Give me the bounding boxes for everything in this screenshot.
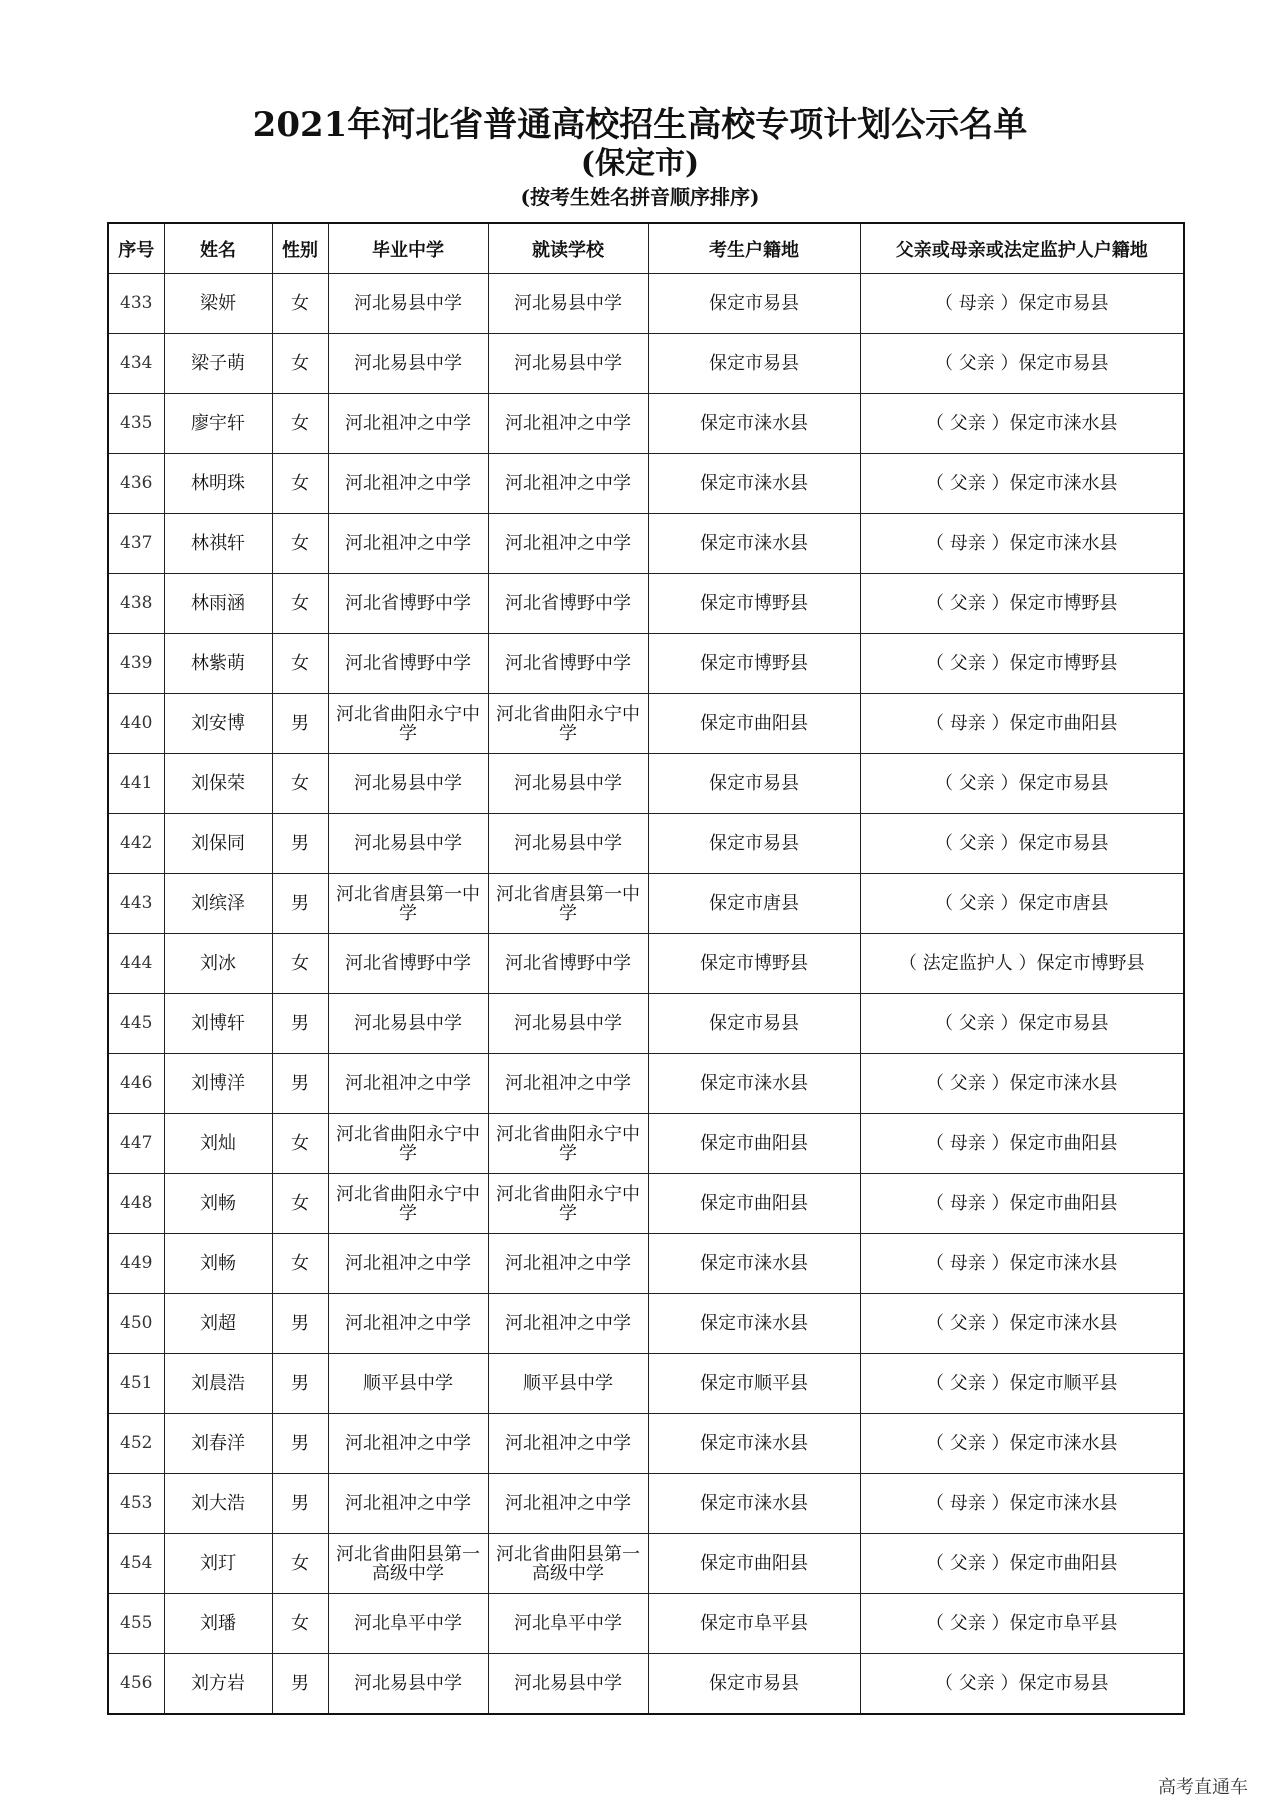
cell-graduated-school: 河北省曲阳县第一高级中学 [328,1534,488,1594]
cell-student-residence: 保定市涞水县 [648,1474,860,1534]
table-row [108,1354,1184,1414]
cell-guardian-residence: （ 父亲 ）保定市顺平县 [860,1354,1184,1414]
cell-name: 刘大浩 [164,1474,272,1534]
cell-name: 刘博轩 [164,994,272,1054]
cell-index: 456 [108,1654,164,1715]
cell-gender: 女 [272,574,328,634]
cell-index: 447 [108,1114,164,1174]
cell-graduated-school: 河北省博野中学 [328,574,488,634]
column-header-name: 姓名 [164,223,272,274]
table-row [108,1414,1184,1474]
cell-name: 刘畅 [164,1234,272,1294]
cell-guardian-residence: （ 父亲 ）保定市涞水县 [860,1054,1184,1114]
cell-name: 刘安博 [164,694,272,754]
table-row [108,1114,1184,1174]
cell-gender: 女 [272,274,328,334]
cell-index: 444 [108,934,164,994]
cell-gender: 男 [272,1354,328,1414]
cell-gender: 女 [272,1234,328,1294]
cell-graduated-school: 河北阜平中学 [328,1594,488,1654]
cell-graduated-school: 河北省曲阳永宁中学 [328,1174,488,1234]
cell-student-residence: 保定市涞水县 [648,1234,860,1294]
cell-name: 廖宇轩 [164,394,272,454]
table-row [108,1174,1184,1234]
cell-current-school: 河北省博野中学 [488,634,648,694]
table-row [108,514,1184,574]
cell-name: 刘博洋 [164,1054,272,1114]
cell-name: 林明珠 [164,454,272,514]
cell-index: 435 [108,394,164,454]
cell-student-residence: 保定市曲阳县 [648,1534,860,1594]
cell-guardian-residence: （ 父亲 ）保定市阜平县 [860,1594,1184,1654]
cell-student-residence: 保定市阜平县 [648,1594,860,1654]
table-row [108,874,1184,934]
cell-name: 刘畅 [164,1174,272,1234]
cell-guardian-residence: （ 母亲 ）保定市涞水县 [860,1234,1184,1294]
cell-guardian-residence: （ 母亲 ）保定市曲阳县 [860,1174,1184,1234]
cell-index: 440 [108,694,164,754]
cell-graduated-school: 河北易县中学 [328,1654,488,1715]
table-row [108,934,1184,994]
cell-student-residence: 保定市曲阳县 [648,1174,860,1234]
table-row [108,814,1184,874]
cell-index: 452 [108,1414,164,1474]
table-row [108,454,1184,514]
cell-guardian-residence: （ 父亲 ）保定市涞水县 [860,454,1184,514]
cell-index: 439 [108,634,164,694]
cell-name: 林紫萌 [164,634,272,694]
cell-index: 438 [108,574,164,634]
cell-index: 433 [108,274,164,334]
cell-current-school: 河北省曲阳永宁中学 [488,1114,648,1174]
cell-current-school: 河北祖冲之中学 [488,1294,648,1354]
cell-student-residence: 保定市易县 [648,334,860,394]
cell-graduated-school: 河北省曲阳永宁中学 [328,1114,488,1174]
cell-graduated-school: 河北祖冲之中学 [328,1054,488,1114]
cell-gender: 男 [272,1474,328,1534]
roster-body [108,274,1184,1715]
cell-gender: 男 [272,814,328,874]
cell-name: 刘玎 [164,1534,272,1594]
cell-guardian-residence: （ 父亲 ）保定市涞水县 [860,1414,1184,1474]
cell-student-residence: 保定市易县 [648,274,860,334]
cell-student-residence: 保定市涞水县 [648,1054,860,1114]
cell-current-school: 河北易县中学 [488,1654,648,1715]
cell-gender: 女 [272,1114,328,1174]
cell-current-school: 河北易县中学 [488,814,648,874]
cell-index: 436 [108,454,164,514]
cell-student-residence: 保定市唐县 [648,874,860,934]
table-row [108,1054,1184,1114]
cell-index: 442 [108,814,164,874]
cell-name: 刘缤泽 [164,874,272,934]
cell-current-school: 河北省博野中学 [488,934,648,994]
cell-name: 林祺轩 [164,514,272,574]
cell-current-school: 河北祖冲之中学 [488,454,648,514]
column-header-guardian-residence: 父亲或母亲或法定监护人户籍地 [860,223,1184,274]
column-header-current-school: 就读学校 [488,223,648,274]
table-row [108,1234,1184,1294]
cell-current-school: 顺平县中学 [488,1354,648,1414]
cell-current-school: 河北祖冲之中学 [488,1474,648,1534]
cell-student-residence: 保定市易县 [648,814,860,874]
cell-student-residence: 保定市曲阳县 [648,694,860,754]
table-row [108,1654,1184,1715]
cell-name: 刘方岩 [164,1654,272,1715]
cell-student-residence: 保定市博野县 [648,934,860,994]
table-row [108,634,1184,694]
table-row [108,334,1184,394]
cell-gender: 男 [272,874,328,934]
cell-graduated-school: 河北易县中学 [328,814,488,874]
cell-graduated-school: 河北易县中学 [328,274,488,334]
cell-gender: 男 [272,1414,328,1474]
cell-name: 刘灿 [164,1114,272,1174]
cell-guardian-residence: （ 母亲 ）保定市涞水县 [860,1474,1184,1534]
cell-student-residence: 保定市涞水县 [648,454,860,514]
cell-student-residence: 保定市易县 [648,994,860,1054]
cell-index: 445 [108,994,164,1054]
cell-current-school: 河北易县中学 [488,334,648,394]
cell-current-school: 河北易县中学 [488,754,648,814]
cell-name: 刘春洋 [164,1414,272,1474]
cell-gender: 女 [272,1534,328,1594]
cell-guardian-residence: （ 母亲 ）保定市易县 [860,274,1184,334]
cell-index: 443 [108,874,164,934]
cell-gender: 男 [272,994,328,1054]
cell-gender: 女 [272,1594,328,1654]
cell-gender: 男 [272,1294,328,1354]
cell-current-school: 河北祖冲之中学 [488,1054,648,1114]
cell-guardian-residence: （ 父亲 ）保定市易县 [860,334,1184,394]
cell-gender: 女 [272,754,328,814]
cell-guardian-residence: （ 父亲 ）保定市涞水县 [860,394,1184,454]
cell-student-residence: 保定市曲阳县 [648,1114,860,1174]
cell-graduated-school: 河北祖冲之中学 [328,454,488,514]
cell-current-school: 河北祖冲之中学 [488,394,648,454]
cell-index: 449 [108,1234,164,1294]
table-row [108,1594,1184,1654]
cell-gender: 男 [272,694,328,754]
cell-student-residence: 保定市博野县 [648,634,860,694]
cell-guardian-residence: （ 父亲 ）保定市博野县 [860,574,1184,634]
cell-name: 刘超 [164,1294,272,1354]
cell-student-residence: 保定市易县 [648,1654,860,1715]
cell-student-residence: 保定市易县 [648,754,860,814]
column-header-gender: 性别 [272,223,328,274]
page-subtitle: (保定市) [580,146,700,181]
cell-current-school: 河北易县中学 [488,274,648,334]
cell-guardian-residence: （ 法定监护人 ）保定市博野县 [860,934,1184,994]
cell-index: 454 [108,1534,164,1594]
table-row [108,574,1184,634]
cell-gender: 女 [272,1174,328,1234]
table-row [108,754,1184,814]
cell-gender: 女 [272,934,328,994]
cell-student-residence: 保定市涞水县 [648,394,860,454]
cell-current-school: 河北易县中学 [488,994,648,1054]
cell-student-residence: 保定市顺平县 [648,1354,860,1414]
cell-guardian-residence: （ 父亲 ）保定市易县 [860,754,1184,814]
sort-note: (按考生姓名拼音顺序排序) [520,185,760,209]
cell-name: 刘晨浩 [164,1354,272,1414]
table-row [108,274,1184,334]
cell-index: 434 [108,334,164,394]
cell-gender: 女 [272,394,328,454]
cell-name: 林雨涵 [164,574,272,634]
cell-guardian-residence: （ 母亲 ）保定市曲阳县 [860,694,1184,754]
cell-graduated-school: 顺平县中学 [328,1354,488,1414]
cell-guardian-residence: （ 父亲 ）保定市涞水县 [860,1294,1184,1354]
cell-current-school: 河北祖冲之中学 [488,514,648,574]
cell-index: 446 [108,1054,164,1114]
cell-graduated-school: 河北祖冲之中学 [328,1414,488,1474]
cell-graduated-school: 河北省曲阳永宁中学 [328,694,488,754]
cell-student-residence: 保定市涞水县 [648,1414,860,1474]
roster-table [107,222,1185,1715]
cell-guardian-residence: （ 父亲 ）保定市唐县 [860,874,1184,934]
cell-name: 梁妍 [164,274,272,334]
cell-guardian-residence: （ 父亲 ）保定市易县 [860,1654,1184,1715]
cell-guardian-residence: （ 父亲 ）保定市易县 [860,814,1184,874]
cell-graduated-school: 河北祖冲之中学 [328,394,488,454]
watermark: 高考直通车 [1158,1777,1248,1798]
cell-index: 450 [108,1294,164,1354]
cell-guardian-residence: （ 母亲 ）保定市涞水县 [860,514,1184,574]
cell-graduated-school: 河北易县中学 [328,754,488,814]
cell-current-school: 河北省曲阳永宁中学 [488,694,648,754]
table-row [108,1534,1184,1594]
cell-guardian-residence: （ 父亲 ）保定市博野县 [860,634,1184,694]
page-title: 2021年河北省普通高校招生高校专项计划公示名单 [252,105,1028,145]
cell-student-residence: 保定市涞水县 [648,514,860,574]
cell-current-school: 河北省曲阳县第一高级中学 [488,1534,648,1594]
cell-name: 刘璠 [164,1594,272,1654]
cell-current-school: 河北祖冲之中学 [488,1234,648,1294]
cell-gender: 女 [272,514,328,574]
cell-graduated-school: 河北祖冲之中学 [328,514,488,574]
cell-graduated-school: 河北省唐县第一中学 [328,874,488,934]
cell-student-residence: 保定市博野县 [648,574,860,634]
table-row [108,994,1184,1054]
cell-graduated-school: 河北祖冲之中学 [328,1474,488,1534]
cell-name: 梁子萌 [164,334,272,394]
cell-graduated-school: 河北祖冲之中学 [328,1294,488,1354]
cell-current-school: 河北省唐县第一中学 [488,874,648,934]
cell-graduated-school: 河北省博野中学 [328,634,488,694]
cell-gender: 女 [272,634,328,694]
cell-gender: 女 [272,334,328,394]
cell-index: 455 [108,1594,164,1654]
table-row [108,394,1184,454]
cell-index: 448 [108,1174,164,1234]
table-row [108,1294,1184,1354]
cell-graduated-school: 河北易县中学 [328,994,488,1054]
cell-name: 刘冰 [164,934,272,994]
cell-gender: 男 [272,1054,328,1114]
cell-index: 453 [108,1474,164,1534]
cell-current-school: 河北省曲阳永宁中学 [488,1174,648,1234]
table-row [108,694,1184,754]
table-row [108,1474,1184,1534]
cell-graduated-school: 河北省博野中学 [328,934,488,994]
cell-current-school: 河北祖冲之中学 [488,1414,648,1474]
cell-name: 刘保同 [164,814,272,874]
cell-gender: 男 [272,1654,328,1715]
column-header-graduated-school: 毕业中学 [328,223,488,274]
cell-graduated-school: 河北祖冲之中学 [328,1234,488,1294]
cell-graduated-school: 河北易县中学 [328,334,488,394]
cell-name: 刘保荣 [164,754,272,814]
cell-index: 451 [108,1354,164,1414]
cell-student-residence: 保定市涞水县 [648,1294,860,1354]
cell-guardian-residence: （ 父亲 ）保定市易县 [860,994,1184,1054]
cell-index: 437 [108,514,164,574]
header-row [108,223,1184,274]
cell-guardian-residence: （ 母亲 ）保定市曲阳县 [860,1114,1184,1174]
cell-guardian-residence: （ 父亲 ）保定市曲阳县 [860,1534,1184,1594]
column-header-index: 序号 [108,223,164,274]
cell-gender: 女 [272,454,328,514]
cell-index: 441 [108,754,164,814]
column-header-student-residence: 考生户籍地 [648,223,860,274]
cell-current-school: 河北省博野中学 [488,574,648,634]
cell-current-school: 河北阜平中学 [488,1594,648,1654]
